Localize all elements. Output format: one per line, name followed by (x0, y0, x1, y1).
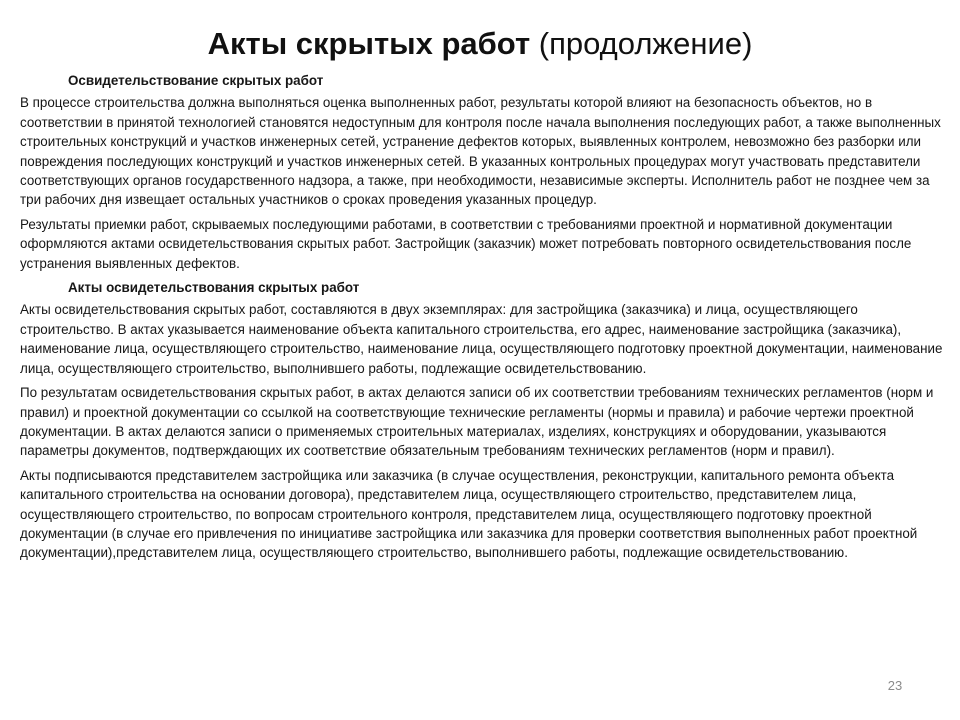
section-heading: Акты освидетельствования скрытых работ (68, 280, 360, 296)
paragraph: Результаты приемки работ, скрываемых последующими работами, в соответствии с требованиями проектной и нормативной документации оформляются актами освидетельствования скрытых работ. Застройщик (заказчик) может потребовать повторного освидетельствования после устранения выявленных дефектов. (20, 216, 912, 271)
paragraph: Акты освидетельствования скрытых работ, составляются в двух экземплярах: для застройщика (заказчика) и лица, осуществляющего строительство. В актах указывается наименование объекта капитального строительства, его адрес, наименование застройщика (заказчика), наименование лица, осуществляющего строительство, наименование лица, осуществляющего подготовку проектной документации, наименование лица, осуществляющего строительство, выполнившего работы, подлежащие освидетельствованию. (20, 302, 943, 376)
slide-title (0, 22, 960, 66)
slide-title-main: Акты скрытых работ (207, 26, 531, 61)
slide-content (20, 71, 945, 568)
page-number: 23 (887, 678, 903, 693)
section-heading: Освидетельствование скрытых работ (68, 73, 324, 88)
paragraph: Акты подписываются представителем застройщика или заказчика (в случае осуществления, реконструкции, капитального ремонта объекта капитального строительства на основании договора), представителем лица, осуществляющего строительство, представителем лица, осуществляющего строительство, по вопросам строительного контроля, представителем лица, осуществляющего подготовку проектной документации (в случае его привлечения по инициативе застройщика или заказчика для проверки соответствия выполненных работ проектной документации),представителем лица, осуществляющего строительство, выполнившего работы, подлежащие освидетельствованию. (20, 467, 918, 561)
paragraph: По результатам освидетельствования скрытых работ, в актах делаются записи об их соответствии требованиям технических регламентов (норм и правил) и проектной документации со ссылкой на соответствующие технические регламенты (нормы и правила) и рабочие чертежи проектной документации. В актах делаются записи о применяемых строительных материалах, изделиях, конструкциях и оборудовании, указываются параметры документов, подтверждающих их соответствие обязательным требованиям технических регламентов (норм и правил). (20, 385, 934, 459)
slide-title-suffix: (продолжение) (538, 26, 753, 61)
paragraph: В процессе строительства должна выполняться оценка выполненных работ, результаты которой влияют на безопасность объектов, но в соответствии в принятой технологией становятся недоступным для контроля после начала выполнения последующих работ, а также выполненных строительных конструкций и участков инженерных сетей, устранение дефектов которых, выявленных контролем, невозможно без разборки или повреждения последующих конструкций и участков инженерных сетей. В указанных контрольных процедурах могут участвовать представители соответствующих органов государственного надзора, а также, при необходимости, независимые эксперты. Исполнитель работ не позднее чем за три рабочих дня извещает остальных участников о сроках проведения указанных процедур. (20, 95, 941, 208)
